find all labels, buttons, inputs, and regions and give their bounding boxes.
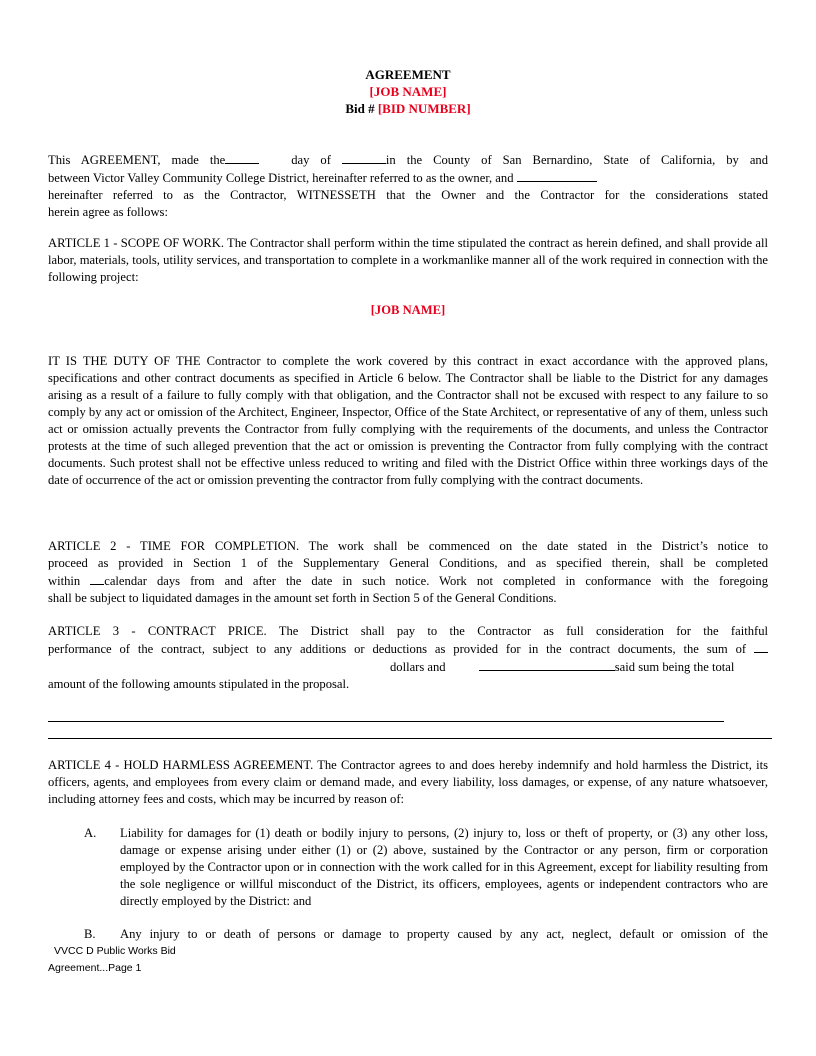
footer-line-1: VVCC D Public Works Bid	[54, 945, 176, 957]
document-header	[0, 66, 816, 117]
bid-number: [BID NUMBER]	[377, 101, 471, 116]
item-a-text: Liability for damages for (1) death or bodily injury to persons, (2) injury to, loss or theft of property, or (3) any other loss, damage or expense arising under either (1) or (2) above, sustained by the Contractor or any person, firm or corporation employed by the Contractor upon or in connection with the work called for in this Agreement, except for liability resulting from the sole negligence or willful misconduct of the District, its officers, employees, agents or independent contractors who are directly employed by the District: and	[120, 826, 768, 908]
article-3-sum-text: performance of the contract, subject to any additions or deductions as provided for in the contract documents, the sum of	[48, 642, 747, 656]
article-3-line-1: ARTICLE 3 - CONTRACT PRICE. The District shall pay to the Contractor as full consideration for the faithful	[48, 624, 768, 638]
article-3-total-text: said sum being the total	[614, 660, 735, 674]
blank-amount-figures	[479, 658, 615, 671]
item-b-letter: B.	[84, 927, 96, 941]
intro-text-between: between Victor Valley Community College District, hereinafter referred to as the owner, and	[48, 171, 514, 185]
blank-calendar-days	[90, 572, 104, 585]
intro-paragraph	[48, 151, 768, 221]
article-4-paragraph: ARTICLE 4 - HOLD HARMLESS AGREEMENT. The Contractor agrees to and does hereby indemnify and hold harmless the District, its officers, agents, and employees from every claim or demand made, and every liability, loss damages, or expense, of any nature whatsoever, including attorney fees and costs, which may be incurred by reason of:	[48, 758, 768, 806]
project-job-name: [JOB NAME]	[370, 303, 446, 317]
article-3-line-2	[48, 640, 768, 658]
duty-paragraph: IT IS THE DUTY OF THE Contractor to complete the work covered by this contract in exact accordance with the approved plans, specifications and other contract documents as specified in Article 6 below. The Contractor shall be liable to the District for any damages arising as a result of a failure to fully comply with that obligation, and the Contractor shall not be excused with respect to any failure to so comply by any act or omission of the Architect, Engineer, Inspector, Office of the State Architect, or representative of any of them, unless such act or omission actually prevents the Contractor from fully complying with the requirements of the documents, and unless the Contractor protests at the time of such alleged prevention that the act or omission is preventing the Contractor from fully complying with the contract documents. Such protest shall not be effective unless reduced to writing and filed with the District Office within three workings days of the date of occurrence of the act or omission preventing the contractor from fully complying with the contract documents.	[48, 354, 768, 487]
blank-amount-line-1	[48, 721, 724, 722]
intro-text-made: This AGREEMENT, made the	[48, 153, 226, 167]
job-name-heading: [JOB NAME]	[369, 84, 447, 99]
intro-text-day-of: day of	[291, 153, 331, 167]
page-footer	[48, 943, 176, 977]
article-2-line-2: proceed as provided in Section 1 of the Supplementary General Conditions, and as specified therein, shall be completed	[48, 556, 768, 570]
intro-line-1	[48, 151, 768, 169]
article-2-line-3	[48, 572, 768, 590]
article-3-paragraph	[48, 623, 768, 693]
item-b-text-line: Any injury to or death of persons or damage to property caused by any act, neglect, default or omission of the	[120, 927, 768, 941]
bid-line	[0, 100, 816, 117]
article-2-line-4: shall be subject to liquidated damages in the amount set forth in Section 5 of the General Conditions.	[48, 591, 557, 605]
item-b-text	[120, 926, 768, 943]
article-3-line-3	[48, 658, 768, 676]
item-a-letter: A.	[84, 826, 97, 840]
intro-line-2	[48, 169, 768, 187]
article-1-paragraph: ARTICLE 1 - SCOPE OF WORK. The Contractor shall perform within the time stipulated the contract as herein defined, and shall provide all labor, materials, tools, utility services, and transportation to complete in a workmanlike manner all of the work required in connection with the following project:	[48, 236, 768, 284]
intro-line-4: herein agree as follows:	[48, 205, 168, 219]
article-2-line-1: ARTICLE 2 - TIME FOR COMPLETION. The work shall be commenced on the date stated in the District’s notice to	[48, 539, 768, 553]
article-2-within: within	[48, 574, 81, 588]
article-3-dollars-and: dollars and	[390, 660, 446, 674]
blank-sum-start	[754, 640, 768, 653]
intro-text-county: in the County of San Bernardino, State of California, by and	[385, 153, 768, 167]
blank-day-number	[225, 151, 259, 164]
blank-month	[342, 151, 386, 164]
footer-line-2: Agreement...Page 1	[48, 962, 142, 974]
bid-label: Bid #	[345, 101, 375, 116]
blank-amount-line-2	[48, 738, 772, 739]
blank-contractor-name	[517, 169, 597, 182]
article-3-line-4: amount of the following amounts stipulated in the proposal.	[48, 677, 350, 691]
intro-line-3: hereinafter referred to as the Contractor, WITNESSETH that the Owner and the Contractor for the considerations stated	[48, 188, 768, 202]
article-2-calendar-text: calendar days from and after the date in such notice. Work not completed in conformance with the foregoing	[104, 574, 769, 588]
agreement-title: AGREEMENT	[365, 67, 451, 82]
article-2-paragraph	[48, 538, 768, 607]
